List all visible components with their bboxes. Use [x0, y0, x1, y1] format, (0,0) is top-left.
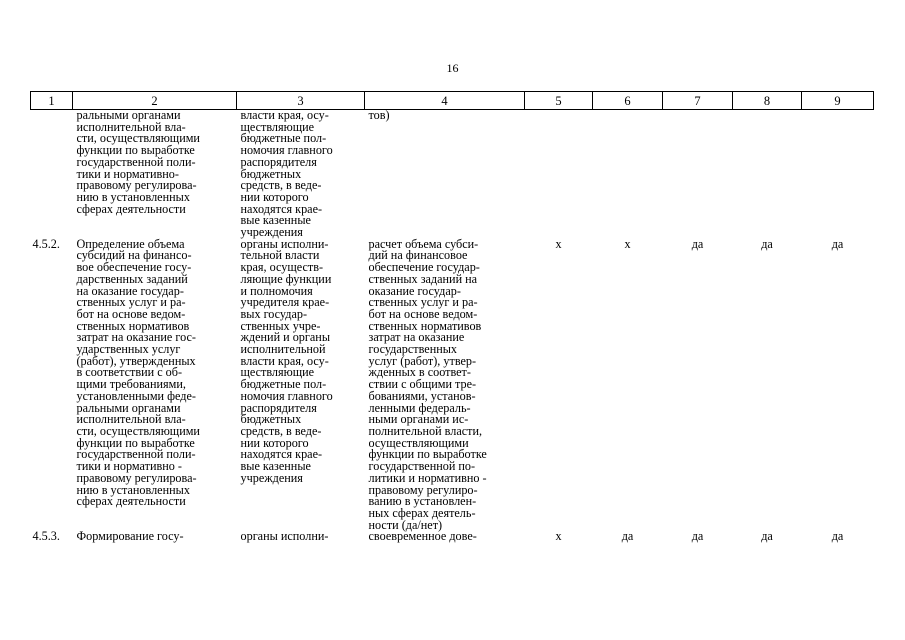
value-col-5: х	[555, 236, 562, 251]
indicator-name: Формирование госу-	[76, 529, 184, 544]
header-row	[31, 92, 874, 110]
table-row-4-5-3	[31, 531, 874, 543]
row-number: 4.5.2.	[32, 236, 60, 251]
row-number: 4.5.3.	[32, 529, 60, 544]
value-col-9: да	[831, 236, 844, 251]
criterion: своевременное дове-	[368, 529, 477, 544]
value-col-8: да	[761, 236, 773, 251]
value-col-8	[733, 110, 802, 239]
criterion: тов)	[368, 108, 390, 122]
criterion: расчет объема субси- дий на финансовое обеспечение государ- ственных заданий на оказание государ- ственных услуг и ра- бот на основе ведом- ственных нормативов затрат на оказание государственных услуг (работ), утвер- жденных в соответ- ствии с общими тре- бованиями, установ- ленными федераль- ными органами ис- полнительной власти, осуществляющими функции по выработке государственной по- литики и нормативно - правовому регулиро- ванию в установлен- ных сферах деятель- ности (да/нет)	[368, 236, 487, 532]
column-header-2: 2	[73, 92, 237, 110]
table-row-continuation	[31, 110, 874, 239]
value-col-6: да	[621, 529, 634, 544]
responsible-body: органы исполни- тельной власти края, осуществ- ляющие функции и полномочия учредителя крае- вых государ- ственных учре- ждений и органы исполнительной власти края, осу- ществляющие бюджетные пол- номочия главного распорядителя бюджетных средств, в веде- нии которого находятся крае- вые казенные учреждения	[240, 236, 333, 485]
value-col-8: да	[761, 529, 773, 544]
value-col-9: да	[831, 529, 844, 544]
value-col-6: х	[624, 236, 631, 251]
column-header-8: 8	[733, 92, 802, 110]
page-number: 16	[446, 61, 459, 75]
value-col-7: да	[691, 236, 704, 251]
value-col-5	[525, 110, 593, 239]
column-header-9: 9	[802, 92, 874, 110]
value-col-6	[593, 110, 663, 239]
column-header-5: 5	[525, 92, 593, 110]
indicator-name: ральными органами исполнительной вла- сти, осуществляющими функции по выработке государственной поли- тики и нормативно- правовому регулирова- нию в установленных сферах деятельности	[76, 108, 200, 216]
responsible-body: органы исполни-	[240, 529, 329, 544]
table-row-4-5-2	[31, 239, 874, 532]
value-col-9	[802, 110, 874, 239]
indicator-name: Определение объема субсидий на финансо- вое обеспечение госу- дарственных заданий на оказание государ- ственных услуг и ра- бот на основе ведом- ственных нормативов затрат на оказание гос- ударственных услуг (работ), утвержденных в соответствии с об- щими требованиями, установленными феде- ральными органами исполнительной вла- сти, осуществляющими функции по выработке государственной поли- тики и нормативно - правовому регулирова- нию в установленных сферах деятельности	[76, 236, 200, 509]
responsible-body: власти края, осу- ществляющие бюджетные пол- номочия главного распорядителя бюджетных средств, в веде- нии которого находятся крае- вые казенные учреждения	[240, 108, 333, 240]
value-col-7: да	[691, 529, 704, 544]
indicator-table	[30, 91, 874, 543]
column-header-4: 4	[365, 92, 525, 110]
column-header-1: 1	[31, 92, 73, 110]
column-header-6: 6	[593, 92, 663, 110]
value-col-7	[663, 110, 733, 239]
column-header-7: 7	[663, 92, 733, 110]
row-number	[31, 110, 73, 239]
value-col-5: х	[555, 529, 562, 544]
column-header-3: 3	[237, 92, 365, 110]
